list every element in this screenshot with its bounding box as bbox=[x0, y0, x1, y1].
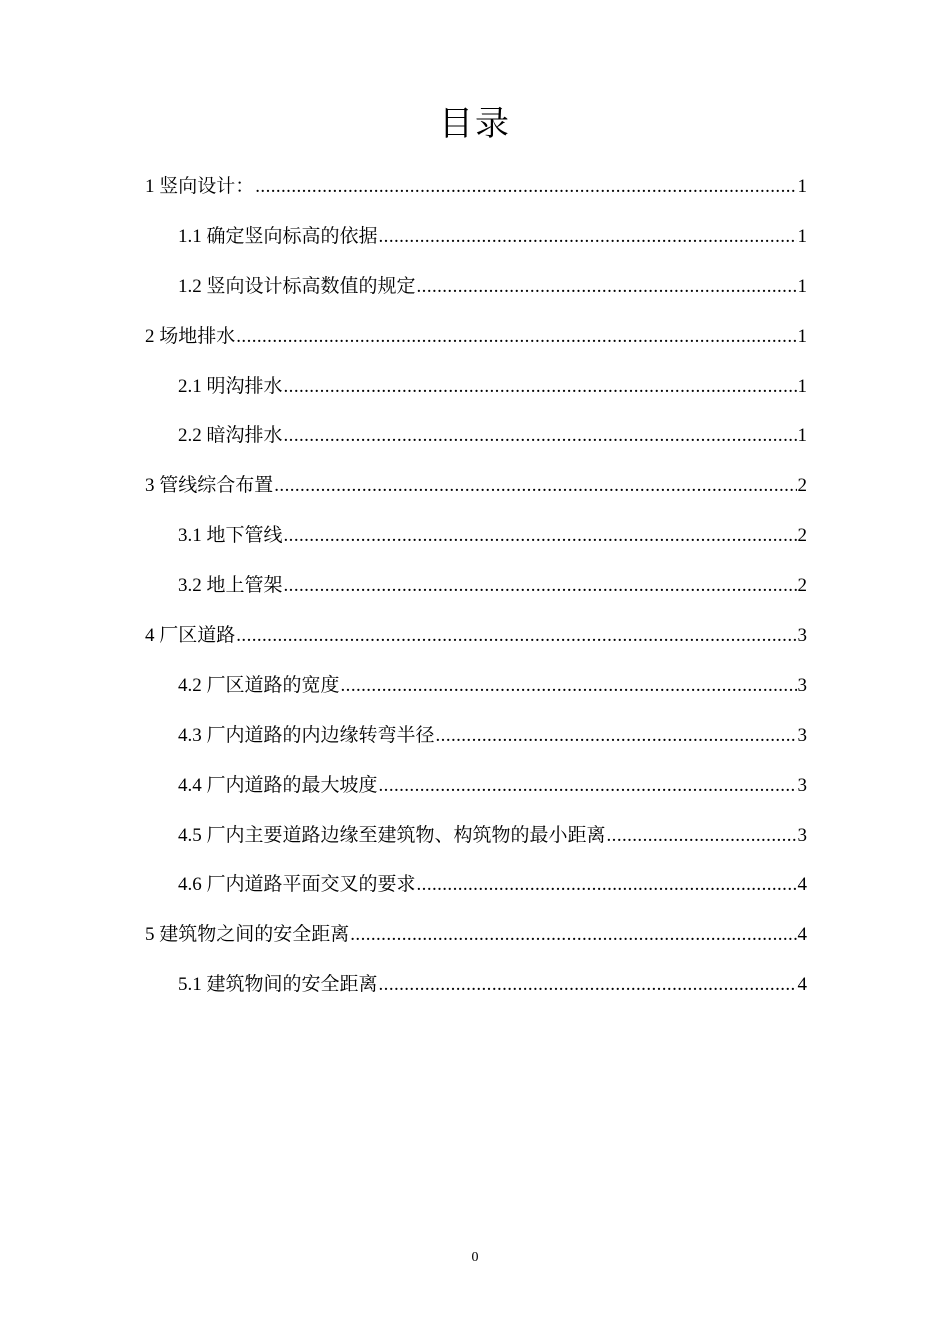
toc-entry-label: 1 竖向设计： bbox=[145, 176, 255, 197]
toc-entry-1-1[interactable] bbox=[145, 212, 807, 262]
dot-leader bbox=[436, 711, 797, 761]
dot-leader bbox=[350, 910, 796, 960]
toc-entry-label: 4.2 厂区道路的宽度 bbox=[178, 674, 340, 696]
dot-leader bbox=[284, 511, 797, 561]
toc-entry-2-1[interactable] bbox=[145, 362, 807, 412]
dot-leader bbox=[607, 811, 797, 861]
toc-entry-1[interactable] bbox=[145, 162, 807, 212]
toc-entry-page: 2 bbox=[797, 475, 807, 497]
toc-entry-page: 3 bbox=[797, 625, 807, 647]
dot-leader bbox=[379, 212, 797, 262]
toc-entry-5-1[interactable] bbox=[145, 960, 807, 1010]
dot-leader bbox=[236, 611, 796, 661]
toc-entry-3[interactable] bbox=[145, 461, 807, 511]
table-of-contents bbox=[145, 162, 807, 1010]
toc-entry-label: 1.1 确定竖向标高的依据 bbox=[178, 225, 378, 247]
dot-leader bbox=[379, 761, 797, 811]
toc-entry-label: 3.2 地上管架 bbox=[178, 575, 283, 597]
toc-entry-4-5[interactable] bbox=[145, 811, 807, 861]
dot-leader bbox=[379, 960, 797, 1010]
dot-leader bbox=[236, 312, 796, 362]
toc-entry-4-2[interactable] bbox=[145, 661, 807, 711]
toc-entry-page: 2 bbox=[797, 575, 807, 597]
dot-leader bbox=[274, 461, 796, 511]
toc-entry-page: 1 bbox=[797, 275, 807, 297]
footer-page-number: 0 bbox=[471, 1250, 479, 1265]
toc-entry-5[interactable] bbox=[145, 910, 807, 960]
toc-entry-page: 4 bbox=[797, 924, 807, 946]
toc-entry-4-3[interactable] bbox=[145, 711, 807, 761]
toc-entry-page: 1 bbox=[797, 176, 807, 197]
toc-entry-label: 2.1 明沟排水 bbox=[178, 375, 283, 397]
toc-entry-page: 3 bbox=[797, 724, 807, 746]
toc-entry-page: 3 bbox=[797, 824, 807, 846]
toc-entry-label: 2.2 暗沟排水 bbox=[178, 425, 283, 447]
toc-entry-label: 4.6 厂内道路平面交叉的要求 bbox=[178, 874, 416, 896]
toc-entry-page: 1 bbox=[797, 425, 807, 447]
page-title: 目录 bbox=[439, 106, 511, 143]
toc-entry-label: 3.1 地下管线 bbox=[178, 525, 283, 547]
dot-leader bbox=[284, 411, 797, 461]
toc-entry-4-4[interactable] bbox=[145, 761, 807, 811]
toc-entry-label: 3 管线综合布置 bbox=[145, 475, 274, 497]
toc-entry-label: 1.2 竖向设计标高数值的规定 bbox=[178, 275, 416, 297]
toc-entry-1-2[interactable] bbox=[145, 262, 807, 312]
dot-leader bbox=[341, 661, 797, 711]
toc-entry-page: 1 bbox=[797, 325, 807, 347]
toc-entry-page: 1 bbox=[797, 375, 807, 397]
toc-entry-label: 5.1 建筑物间的安全距离 bbox=[178, 974, 378, 996]
toc-entry-label: 4.3 厂内道路的内边缘转弯半径 bbox=[178, 724, 435, 746]
toc-entry-2-2[interactable] bbox=[145, 411, 807, 461]
dot-leader bbox=[417, 860, 797, 910]
toc-entry-3-2[interactable] bbox=[145, 561, 807, 611]
toc-entry-page: 4 bbox=[797, 874, 807, 896]
dot-leader bbox=[284, 561, 797, 611]
toc-entry-4[interactable] bbox=[145, 611, 807, 661]
toc-entry-label: 2 场地排水 bbox=[145, 325, 236, 347]
toc-entry-label: 4.5 厂内主要道路边缘至建筑物、构筑物的最小距离 bbox=[178, 824, 606, 846]
dot-leader bbox=[417, 262, 797, 312]
toc-entry-label: 4.4 厂内道路的最大坡度 bbox=[178, 774, 378, 796]
toc-entry-page: 4 bbox=[797, 974, 807, 996]
toc-entry-page: 2 bbox=[797, 525, 807, 547]
toc-entry-2[interactable] bbox=[145, 312, 807, 362]
toc-entry-page: 1 bbox=[797, 225, 807, 247]
dot-leader bbox=[255, 162, 796, 212]
toc-entry-label: 4 厂区道路 bbox=[145, 625, 236, 647]
toc-entry-page: 3 bbox=[797, 774, 807, 796]
dot-leader bbox=[284, 362, 797, 412]
toc-entry-label: 5 建筑物之间的安全距离 bbox=[145, 924, 350, 946]
toc-entry-4-6[interactable] bbox=[145, 860, 807, 910]
toc-entry-3-1[interactable] bbox=[145, 511, 807, 561]
toc-entry-page: 3 bbox=[797, 674, 807, 696]
